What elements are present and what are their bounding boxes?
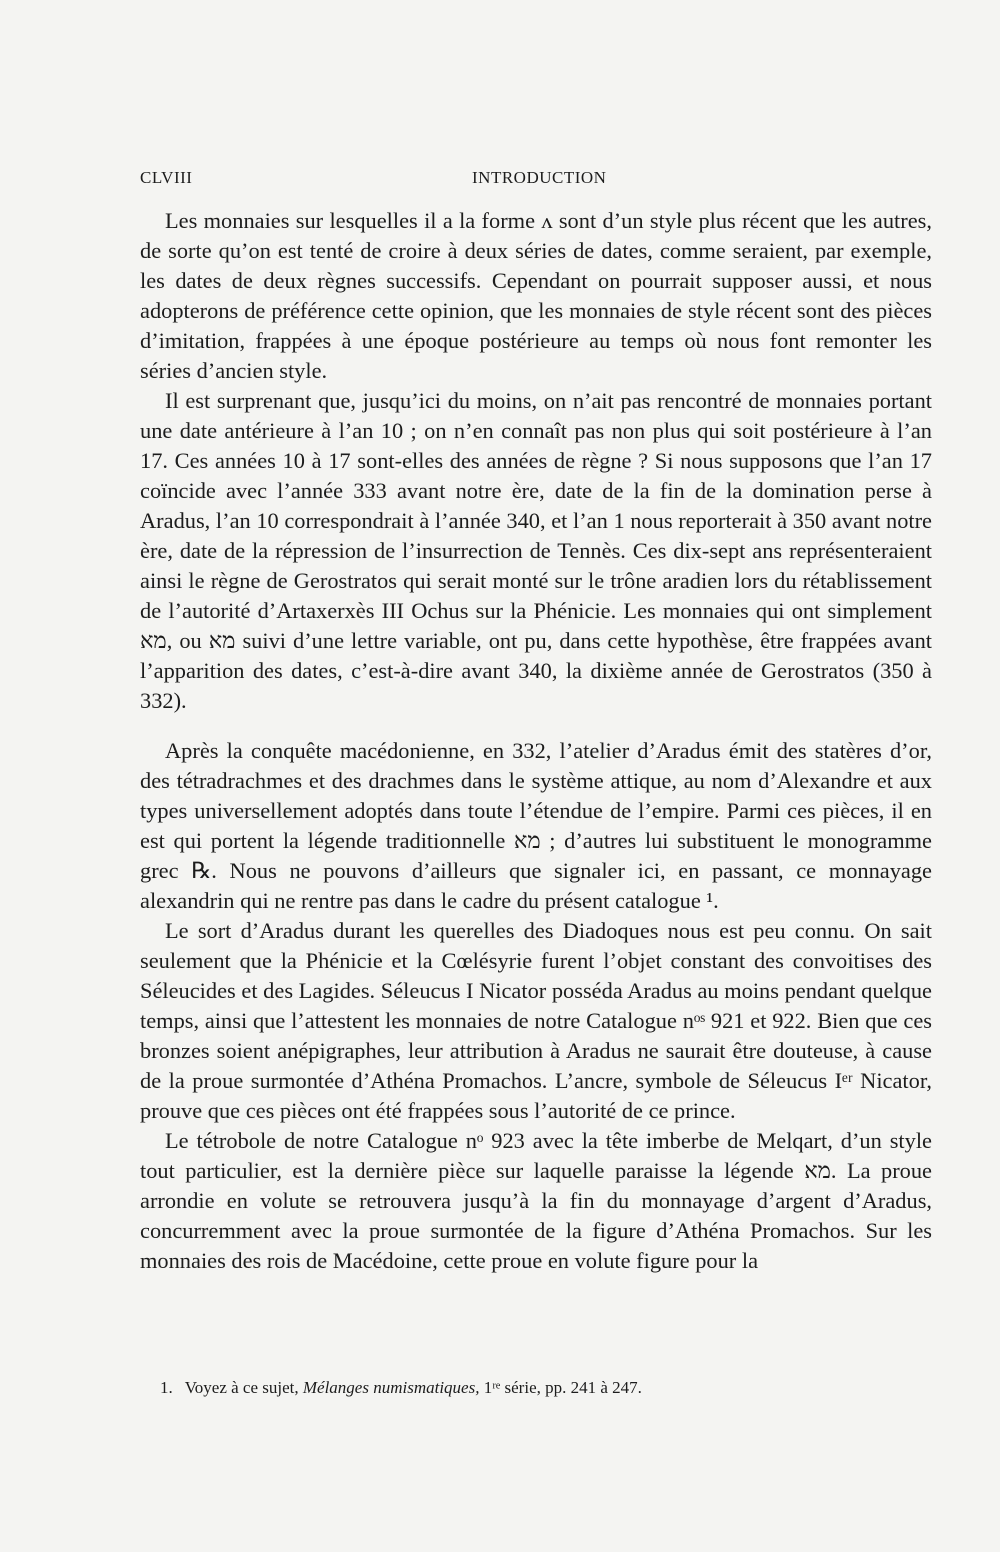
paragraph-5: Le tétrobole de notre Catalogue nᵒ 923 avec la tête imberbe de Melqart, d’un style tout particulier, est la dernière pièce sur laquelle paraisse la légende מא. La proue arrondie en volute se retrouvera jusqu’à la fin du monnayage d’argent d’Aradus, concurremment avec la proue surmontée de la figure d’Athéna Promachos. Sur les monnaies des rois de Macédoine, cette proue en volute figure pour la bbox=[140, 1128, 932, 1273]
running-head-title: INTRODUCTION bbox=[472, 168, 607, 187]
paragraph-3: Après la conquête macédonienne, en 332, l’atelier d’Aradus émit des statères d’or, des tétradrachmes et des drachmes dans le système attique, au nom d’Alexandre et aux types universellement adoptés dans toute l’étendue de l’empire. Parmi ces pièces, il en est qui portent la légende traditionnelle מא ; d’autres lui substituent le monogramme grec ℞. Nous ne pouvons d’ailleurs que signaler ici, en passant, ce monnayage alexandrin qui ne rentre pas dans le cadre du présent catalogue ¹. bbox=[140, 738, 932, 913]
footnote-title: Mélanges numismatiques, bbox=[302, 1378, 480, 1397]
footnote bbox=[160, 1376, 920, 1400]
paragraph-1: Les monnaies sur lesquelles il a la forme ʌ sont d’un style plus récent que les autres, de sorte qu’on est tenté de croire à deux séries de dates, comme seraient, par exemple, les dates de deux règnes successifs. Cependant on pourrait supposer aussi, et nous adopterons de préférence cette opinion, que les monnaies de style récent sont des pièces d’imitation, frappées à une époque postérieure au temps où nous font remonter les séries d’ancien style. bbox=[140, 208, 932, 383]
paragraph-2: Il est surprenant que, jusqu’ici du moins, on n’ait pas rencontré de monnaies portant une date antérieure à l’an 10 ; on n’en connaît pas non plus qui soit postérieure à l’an 17. Ces années 10 à 17 sont-elles des années de règne ? Si nous supposons que l’an 17 coïncide avec l’année 333 avant notre ère, date de la fin de la domination perse à Aradus, l’an 10 correspondrait à l’année 340, et l’an 1 nous reporterait à 350 avant notre ère, date de la répression de l’insurrection de Tennès. Ces dix-sept ans représenteraient ainsi le règne de Gerostratos qui serait monté sur le trône aradien lors du rétablissement de l’autorité d’Artaxerxès III Ochus sur la Phénicie. Les monnaies qui ont simplement מא, ou מא suivi d’une lettre variable, ont pu, dans cette hypothèse, être frappées avant l’apparition des dates, c’est-à-dire avant 340, la dixième année de Gerostratos (350 à 332). bbox=[140, 388, 932, 713]
running-head bbox=[140, 168, 932, 196]
paragraph-4: Le sort d’Aradus durant les querelles des Diadoques nous est peu connu. On sait seulement que la Phénicie et la Cœlésyrie furent l’objet constant des convoitises des Séleucides et des Lagides. Séleucus I Nicator posséda Aradus au moins pendant quelque temps, ainsi que l’attestent les monnaies de notre Catalogue nᵒˢ 921 et 922. Bien que ces bronzes soient anépigraphes, leur attribution à Aradus ne saurait être douteuse, à cause de la proue surmontée d’Athéna Promachos. L’ancre, symbole de Séleucus Iᵉʳ Nicator, prouve que ces pièces ont été frappées sous l’autorité de ce prince. bbox=[140, 918, 932, 1123]
body-text bbox=[140, 206, 932, 1276]
footnote-number: 1. bbox=[160, 1378, 173, 1397]
footnote-rest: 1ʳᵉ série, pp. 241 à 247. bbox=[483, 1378, 642, 1397]
page-number: CLVIII bbox=[140, 168, 193, 187]
footnote-lead: Voyez à ce sujet, bbox=[184, 1378, 299, 1397]
